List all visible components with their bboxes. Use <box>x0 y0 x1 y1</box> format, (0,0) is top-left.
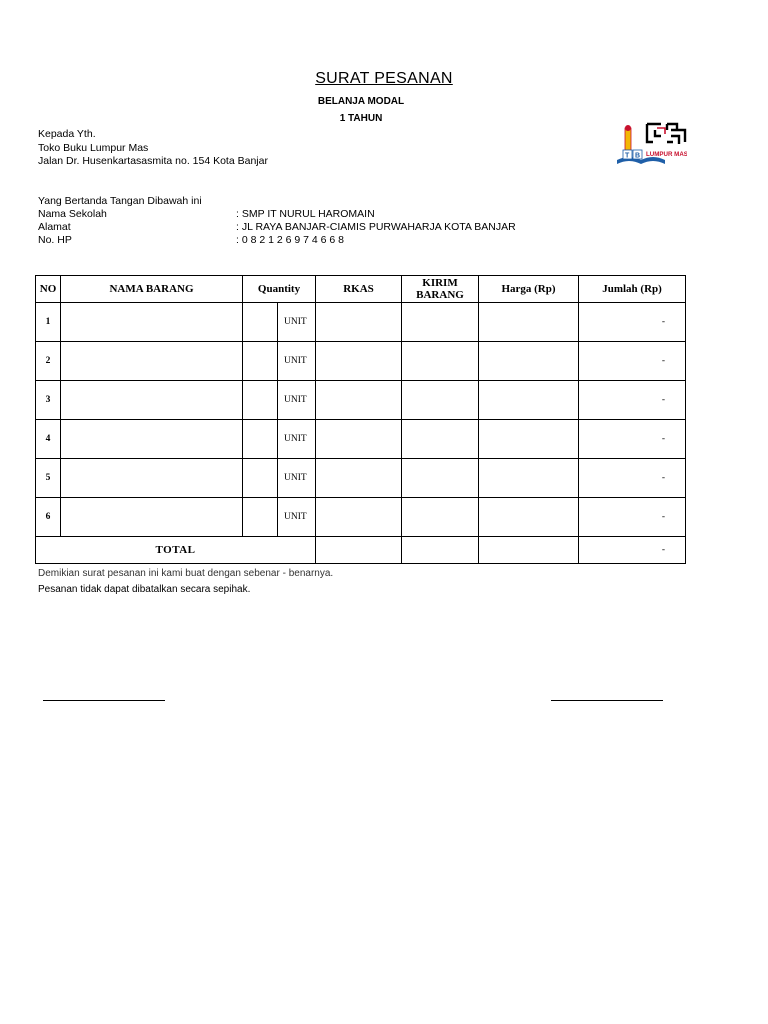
item-name-cell[interactable] <box>61 459 243 498</box>
total-row <box>36 537 686 564</box>
rkas-cell[interactable] <box>316 498 402 537</box>
jumlah-cell: - <box>579 303 686 342</box>
quantity-cell[interactable] <box>243 459 278 498</box>
quantity-cell[interactable] <box>243 342 278 381</box>
document-title: SURAT PESANAN <box>315 70 453 87</box>
row-number: 4 <box>36 420 61 459</box>
header-harga: Harga (Rp) <box>479 276 579 303</box>
row-number: 6 <box>36 498 61 537</box>
table-row <box>36 381 686 420</box>
total-kirim-cell <box>402 537 479 564</box>
table-row <box>36 498 686 537</box>
rkas-cell[interactable] <box>316 420 402 459</box>
quantity-cell[interactable] <box>243 498 278 537</box>
quantity-cell[interactable] <box>243 420 278 459</box>
total-rkas-cell <box>316 537 402 564</box>
total-value: - <box>579 537 686 564</box>
jumlah-cell: - <box>579 498 686 537</box>
jumlah-cell: - <box>579 381 686 420</box>
address-label: Alamat <box>38 221 71 233</box>
rkas-cell[interactable] <box>316 381 402 420</box>
row-number: 2 <box>36 342 61 381</box>
harga-cell[interactable] <box>479 459 579 498</box>
item-name-cell[interactable] <box>61 381 243 420</box>
harga-cell[interactable] <box>479 420 579 459</box>
phone-label: No. HP <box>38 234 72 246</box>
total-harga-cell <box>479 537 579 564</box>
item-name-cell[interactable] <box>61 420 243 459</box>
header-jumlah: Jumlah (Rp) <box>579 276 686 303</box>
table-header-row <box>36 276 686 303</box>
recipient-greeting: Kepada Yth. <box>38 128 96 140</box>
row-number: 1 <box>36 303 61 342</box>
signature-line-right <box>551 700 663 701</box>
quantity-cell[interactable] <box>243 381 278 420</box>
unit-cell: UNIT <box>278 420 316 459</box>
document-subtitle-1: BELANJA MODAL <box>317 96 405 107</box>
lumpur-mas-logo <box>615 122 687 168</box>
unit-cell: UNIT <box>278 498 316 537</box>
table-row <box>36 303 686 342</box>
recipient-address: Jalan Dr. Husenkartasasmita no. 154 Kota Banjar <box>38 155 268 167</box>
phone-value: : 0 8 2 1 2 6 9 7 4 6 6 8 <box>236 234 344 246</box>
harga-cell[interactable] <box>479 498 579 537</box>
rkas-cell[interactable] <box>316 342 402 381</box>
quantity-cell[interactable] <box>243 303 278 342</box>
table-row <box>36 420 686 459</box>
kirim-barang-cell[interactable] <box>402 498 479 537</box>
unit-cell: UNIT <box>278 381 316 420</box>
header-rkas: RKAS <box>316 276 402 303</box>
signer-intro: Yang Bertanda Tangan Dibawah ini <box>38 195 202 207</box>
kirim-barang-cell[interactable] <box>402 342 479 381</box>
table-row <box>36 342 686 381</box>
unit-cell: UNIT <box>278 342 316 381</box>
item-name-cell[interactable] <box>61 342 243 381</box>
jumlah-cell: - <box>579 459 686 498</box>
harga-cell[interactable] <box>479 303 579 342</box>
logo-letter-t: T <box>625 152 630 160</box>
rkas-cell[interactable] <box>316 459 402 498</box>
table-row <box>36 459 686 498</box>
document-subtitle-2: 1 TAHUN <box>339 113 383 124</box>
row-number: 3 <box>36 381 61 420</box>
school-name-label: Nama Sekolah <box>38 208 107 220</box>
total-label: TOTAL <box>36 537 316 564</box>
signature-line-left <box>43 700 165 701</box>
header-quantity: Quantity <box>243 276 316 303</box>
school-name-value: : SMP IT NURUL HAROMAIN <box>236 208 375 220</box>
unit-cell: UNIT <box>278 303 316 342</box>
harga-cell[interactable] <box>479 342 579 381</box>
row-number: 5 <box>36 459 61 498</box>
logo-wordmark: LUMPUR MAS <box>646 151 687 158</box>
logo-letter-b: B <box>635 152 641 160</box>
item-name-cell[interactable] <box>61 303 243 342</box>
jumlah-cell: - <box>579 420 686 459</box>
address-value: : JL RAYA BANJAR-CIAMIS PURWAHARJA KOTA BANJAR <box>236 221 516 233</box>
order-table <box>35 275 686 564</box>
harga-cell[interactable] <box>479 381 579 420</box>
kirim-barang-cell[interactable] <box>402 303 479 342</box>
header-kirim-barang: KIRIM BARANG <box>402 276 479 303</box>
jumlah-cell: - <box>579 342 686 381</box>
kirim-barang-cell[interactable] <box>402 459 479 498</box>
closing-note: Demikian surat pesanan ini kami buat dengan sebenar - benarnya. <box>38 568 334 579</box>
header-item-name: NAMA BARANG <box>61 276 243 303</box>
rkas-cell[interactable] <box>316 303 402 342</box>
kirim-barang-cell[interactable] <box>402 420 479 459</box>
header-no: NO <box>36 276 61 303</box>
cancellation-note: Pesanan tidak dapat dibatalkan secara sepihak. <box>38 584 251 595</box>
unit-cell: UNIT <box>278 459 316 498</box>
item-name-cell[interactable] <box>61 498 243 537</box>
kirim-barang-cell[interactable] <box>402 381 479 420</box>
recipient-name: Toko Buku Lumpur Mas <box>38 142 149 154</box>
